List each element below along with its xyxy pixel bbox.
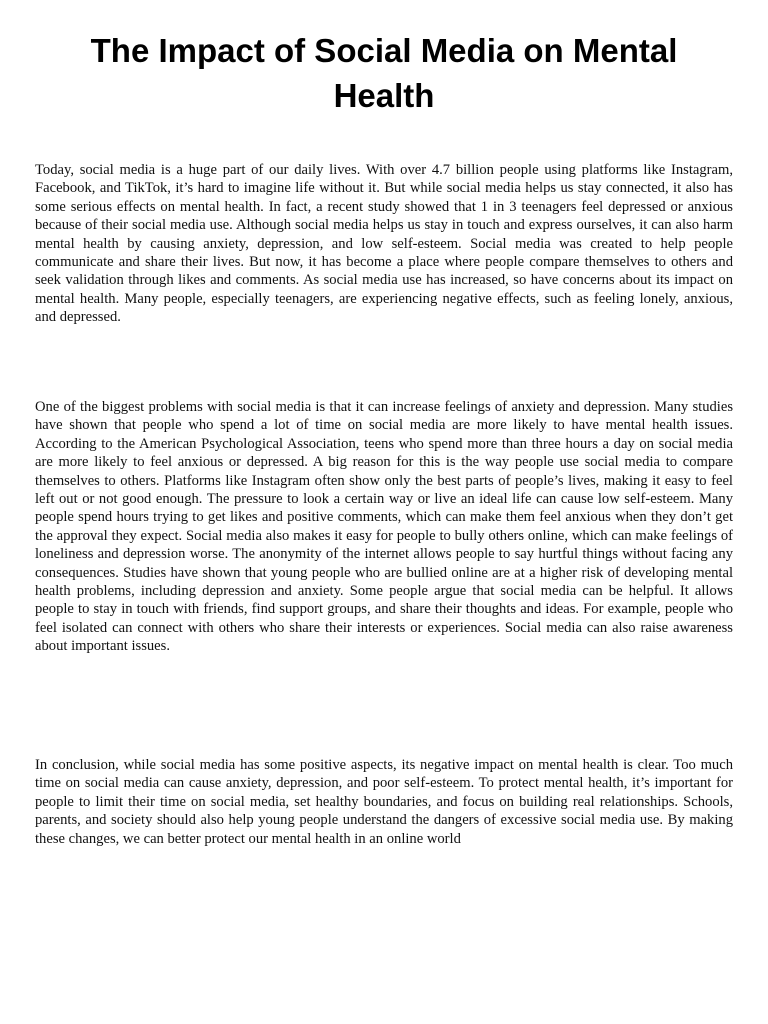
- paragraph-introduction: Today, social media is a huge part of our daily lives. With over 4.7 billion people using platforms like Instagram, Facebook, and TikTok, it’s hard to imagine life without it. But while social media helps us stay connected, it also has some serious effects on mental health. In fact, a recent study showed that 1 in 3 teenagers feel depressed or anxious because of their social media use. Although social media helps us stay in touch and express ourselves, it can also harm mental health by causing anxiety, depression, and low self-esteem. Social media was created to help people communicate and share their lives. But now, it has become a place where people compare themselves to others and seek validation through likes and comments. As social media use has increased, so have concerns about its impact on mental health. Many people, especially teenagers, are experiencing negative effects, such as feeling lonely, anxious, and depressed.: [35, 162, 733, 326]
- paragraph-conclusion: In conclusion, while social media has some positive aspects, its negative impact on mental health is clear. Too much time on social media can cause anxiety, depression, and poor self-esteem. To protect mental health, it’s important for people to limit their time on social media, set healthy boundaries, and focus on building real relationships. Schools, parents, and society should also help young people understand the dangers of excessive social media use. By making these changes, we can better protect our mental health in an online world: [35, 757, 733, 847]
- paragraph-body: One of the biggest problems with social media is that it can increase feelings of anxiety and depression. Many studies have shown that people who spend a lot of time on social media are more likely to have mental health issues. According to the American Psychological Association, teens who spend more than three hours a day on social media are more likely to feel anxious or depressed. A big reason for this is the way people use social media to compare themselves to others. Platforms like Instagram often show only the best parts of people’s lives, making it easy to feel left out or not good enough. The pressure to look a certain way or live an ideal life can cause low self-esteem. Many people spend hours trying to get likes and positive comments, which can make them feel anxious when they don’t get the approval they expect. Social media also makes it easy for people to bully others online, which can make feelings of loneliness and depression worse. The anonymity of the internet allows people to say hurtful things without facing any consequences. Studies have shown that young people who are bullied online are at a higher risk of developing mental health problems, including depression and anxiety. Some people argue that social media can be helpful. It allows people to stay in touch with friends, find support groups, and share their thoughts and ideas. For example, people who feel isolated can connect with others who share their interests or experiences. Social media can also raise awareness about important issues.: [35, 399, 733, 655]
- document-title: The Impact of Social Media on Mental Health: [90, 32, 678, 114]
